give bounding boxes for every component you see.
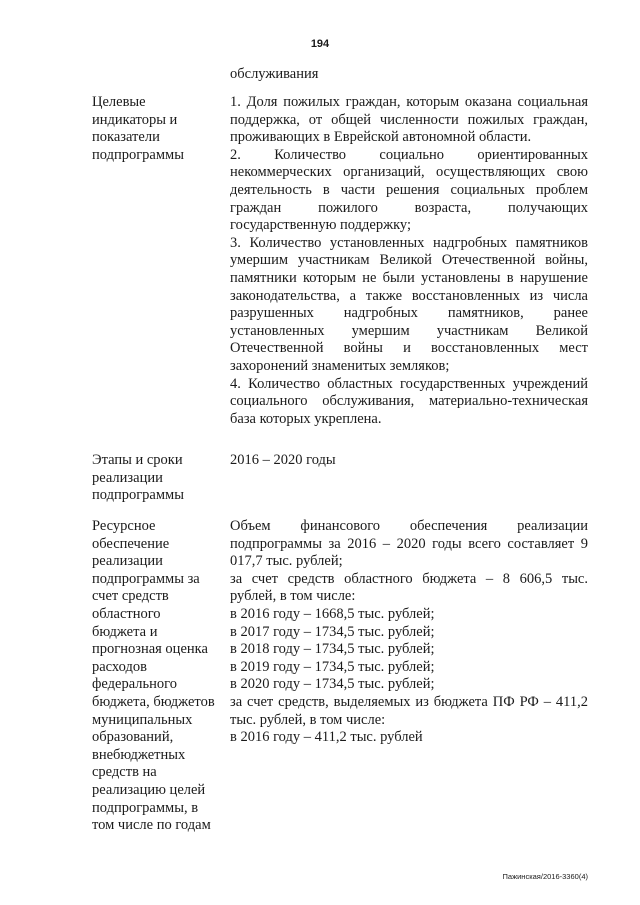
section-content bbox=[230, 452, 588, 470]
paragraph: за счет средств, выделяемых из бюджета ПФ РФ – 411,2 тыс. рублей, в том числе: bbox=[230, 693, 588, 728]
paragraph: 4. Количество областных государственных учреждений социального обслуживания, материально-техническая база которых укреплена. bbox=[230, 375, 588, 427]
paragraph: в 2017 году – 1734,5 тыс. рублей; bbox=[230, 623, 435, 640]
paragraph: в 2018 году – 1734,5 тыс. рублей; bbox=[230, 641, 435, 658]
paragraph: в 2019 году – 1734,5 тыс. рублей; bbox=[230, 658, 435, 675]
section-label: Ресурсное обеспечение реализации подпрограммы за счет средств областного бюджета и прогнозная оценка расходов федерального бюджета, бюджетов муниципальных образований, внебюджетных средств на реализацию целей подпрограммы, в том числе по годам bbox=[92, 518, 215, 834]
paragraph: за счет средств областного бюджета – 8 606,5 тыс. рублей, в том числе: bbox=[230, 570, 588, 605]
page-number: 194 bbox=[310, 38, 330, 50]
continuation-text: обслуживания bbox=[230, 66, 319, 82]
section-label: Целевые индикаторы и показатели подпрограммы bbox=[92, 94, 184, 163]
section-resource-provision bbox=[92, 518, 588, 848]
paragraph: 2016 – 2020 годы bbox=[230, 452, 336, 468]
section-content bbox=[230, 94, 588, 428]
section-content bbox=[230, 518, 588, 747]
section-stages-terms bbox=[92, 452, 588, 512]
section-target-indicators bbox=[92, 94, 588, 439]
paragraph: 2. Количество социально ориентированных некоммерческих организаций, осуществляющих свою деятельность в части решения социальных проблем граждан пожилого возраста, получающих государственную поддержку; bbox=[230, 146, 588, 234]
section-label: Этапы и сроки реализации подпрограммы bbox=[92, 452, 184, 504]
paragraph: Объем финансового обеспечения реализации подпрограммы за 2016 – 2020 годы всего составляет 9 017,7 тыс. рублей; bbox=[230, 518, 588, 570]
paragraph: 1. Доля пожилых граждан, которым оказана социальная поддержка, от общей численности пожилых граждан, проживающих в Еврейской автономной области. bbox=[230, 94, 588, 146]
paragraph: в 2020 году – 1734,5 тыс. рублей; bbox=[230, 676, 435, 693]
footer-document-code: Пажинская/2016-3360(4) bbox=[502, 872, 588, 881]
paragraph: в 2016 году – 1668,5 тыс. рублей; bbox=[230, 605, 435, 622]
paragraph: 3. Количество установленных надгробных памятников умершим участникам Великой Отечественной войны, памятники которым не были установлены в нарушение законодательства, а также восстановленных из числа разрушенных надгробных памятников, ранее установленных умершим участникам Великой Отечественной войны и восстановленных мест захоронений знаменитых земляков; bbox=[230, 234, 588, 374]
paragraph: в 2016 году – 411,2 тыс. рублей bbox=[230, 729, 423, 746]
